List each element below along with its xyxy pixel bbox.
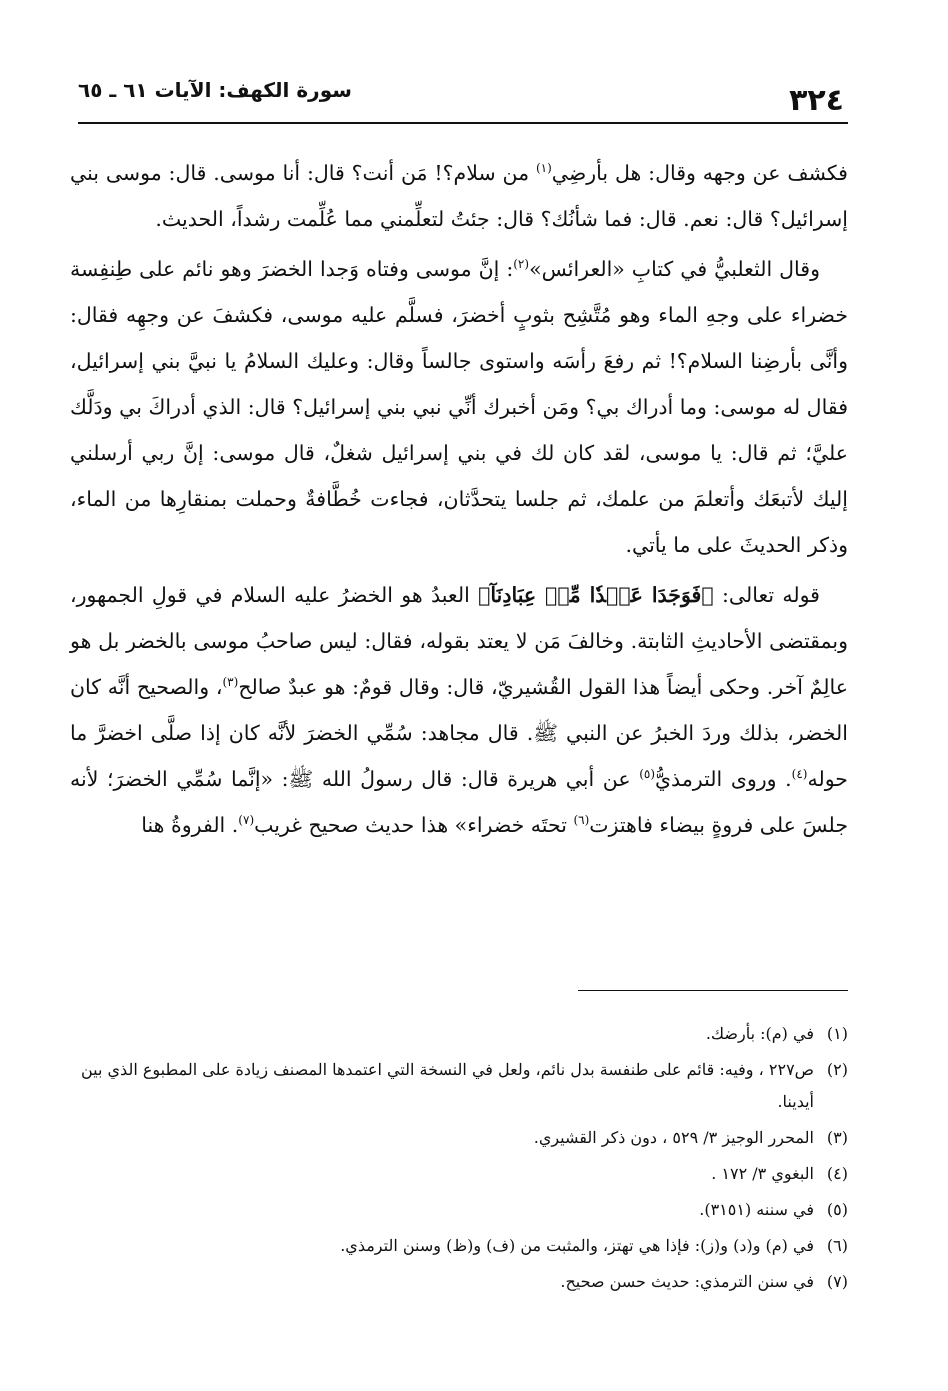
footnote-ref-1: (١) — [535, 161, 552, 176]
page-header — [78, 70, 848, 124]
footnote-number: (٢) — [826, 1060, 848, 1079]
paragraph-1-text-a: فكشف عن وجهه وقال: هل بأرضِي — [551, 161, 848, 185]
footnote-number: (٥) — [826, 1200, 848, 1219]
paragraph-1-text-b: من سلام؟! مَن أنت؟ قال: أنا موسى. قال: موسى بني إسرائيل؟ قال: نعم. قال: فما شأنُك؟ قال: جئتُ لتعلِّمني مما عُلِّمت رشداً، الحديث. — [70, 161, 848, 231]
paragraph-3-text-c: ، والصحيح أنَّه كان الخضر، بذلك وردَ الخبرُ عن النبي ﷺ. قال مجاهد: سُمِّي الخضرَ لأنَّه كان إذا صلَّى اخضرَّ ما حوله — [70, 675, 848, 791]
footnote-text: في سنن الترمذي: حديث حسن صحيح. — [560, 1272, 814, 1291]
paragraph-3-text-f: تحتَه خضراء» هذا حديث صحيح غريب — [254, 813, 574, 837]
paragraph-2-text-a: وقال الثعلبيُّ في كتابِ «العرائس» — [529, 257, 820, 281]
footnote-text: البغوي ٣/ ١٧٢ . — [711, 1164, 814, 1183]
footnote-text: ص٢٢٧ ، وفيه: قائم على طنفسة بدل نائم، ولعل في النسخة التي اعتمدها المصنف زيادة على المطبوع الذي بين أيدينا. — [80, 1060, 814, 1111]
footnote-ref-3: (٣) — [222, 675, 239, 690]
footnote-number: (٦) — [826, 1236, 848, 1255]
footnote-number: (١) — [826, 1024, 848, 1043]
paragraph-3-text-d: . وروى الترمذيُّ — [655, 767, 792, 791]
paragraph-2-text-b: : إنَّ موسى وفتاه وَجدا الخضرَ وهو نائم على طِنفِسة خضراء على وجهِ الماء وهو مُتَّشِح بثوبٍ أخضرَ، فسلَّم عليه موسى، فكشفَ عن وجهِه فقال: وأنَّى بأرضِنا السلام؟! ثم رفعَ رأسَه واستوى جالساً وقال: وعليك السلامُ يا نبيَّ بني إسرائيل، فقال له موسى: وما أدراك بي؟ ومَن أخبرك أنِّي نبي بني إسرائيل؟ قال: الذي أدراكَ بي ودَلَّك عليَّ؛ ثم قال: يا موسى، لقد كان لك في بني إسرائيل شغلٌ، قال موسى: إنَّ ربي أرسلني إليك لأتبعَك وأتعلمَ من علمك، ثم جلسا يتحدَّثان، فجاءت خُطَّافةٌ وحملت بمنقارِها من الماء، وذكر الحديثَ على ما يأتي. — [70, 257, 848, 557]
quran-verse: ﴿فَوَجَدَا عَبۡدٗا مِّنۡ عِبَادِنَآ﴾ — [478, 583, 714, 607]
footnote-ref-6: (٦) — [573, 813, 590, 828]
footnote-item — [70, 1122, 848, 1154]
footnote-divider — [578, 990, 848, 991]
footnote-text: في سننه (٣١٥١). — [699, 1200, 814, 1219]
paragraph-3 — [70, 572, 848, 848]
footnote-ref-2: (٢) — [513, 257, 530, 272]
paragraph-3-text-b: العبدُ هو الخضرُ عليه السلام في قولِ الجمهور، وبمقتضى الأحاديثِ الثابتة. وخالفَ مَن لا يعتد بقوله، فقال: ليس صاحبُ موسى بالخضر بل هو عالِمٌ آخر. وحكى أيضاً هذا القول القُشيريّ، قال: وقال قومٌ: هو عبدٌ صالح — [70, 583, 849, 699]
footnote-number: (٧) — [826, 1272, 848, 1291]
footnote-number: (٣) — [826, 1128, 848, 1147]
footnote-item — [70, 1054, 848, 1118]
footnote-item — [70, 1018, 848, 1050]
footnote-text: في (م): بأرضك. — [705, 1024, 814, 1043]
footnote-item — [70, 1230, 848, 1262]
footnote-item — [70, 1266, 848, 1298]
footnote-ref-4: (٤) — [791, 767, 808, 782]
footnote-number: (٤) — [826, 1164, 848, 1183]
main-text — [70, 150, 848, 852]
footnote-ref-5: (٥) — [639, 767, 656, 782]
footnote-text: المحرر الوجيز ٣/ ٥٢٩ ، دون ذكر القشيري. — [533, 1128, 814, 1147]
paragraph-3-text-g: . الفروةُ هنا — [141, 813, 239, 837]
paragraph-3-text-e: عن أبي هريرة قال: قال رسولُ الله ﷺ: «إنَّما سُمِّي الخضرَ؛ لأنه جلسَ على فروةٍ بيضاء فاهتزت — [70, 767, 848, 837]
page-number: ٣٢٤ — [789, 83, 844, 118]
footnotes — [70, 1018, 848, 1302]
paragraph-2 — [70, 246, 848, 568]
footnote-item — [70, 1194, 848, 1226]
paragraph-1 — [70, 150, 848, 242]
footnote-item — [70, 1158, 848, 1190]
paragraph-3-text-a: قوله تعالى: — [713, 583, 820, 607]
footnote-ref-7: (٧) — [238, 813, 255, 828]
footnote-text: في (م) و(د) و(ز): فإذا هي تهتز، والمثبت من (ف) و(ظ) وسنن الترمذي. — [340, 1236, 814, 1255]
running-title: سورة الكهف: الآيات ٦١ ـ ٦٥ — [78, 78, 352, 102]
